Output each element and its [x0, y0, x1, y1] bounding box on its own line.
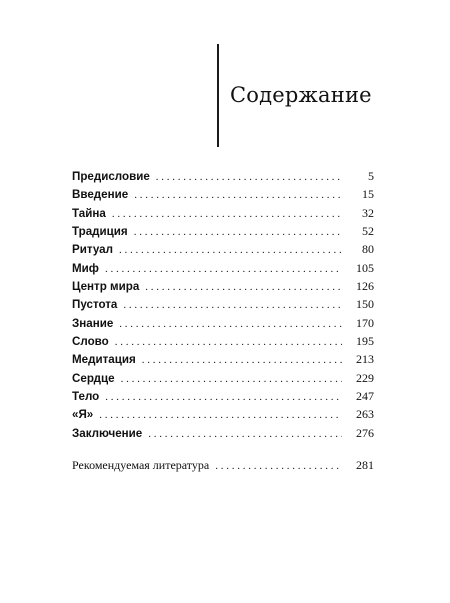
toc-entry-page: 281 [356, 458, 374, 472]
toc-entry[interactable] [72, 295, 374, 313]
toc-entry-page: 247 [356, 389, 374, 404]
toc-entry-page: 15 [362, 187, 374, 202]
dot-leader [121, 370, 342, 388]
recommended-reading [72, 456, 374, 474]
toc-entry[interactable] [72, 167, 374, 185]
toc-entry[interactable] [72, 259, 374, 277]
dot-leader [148, 425, 342, 443]
dot-leader [105, 388, 342, 406]
toc-entry-title: Тайна [72, 206, 106, 220]
toc-entry[interactable] [72, 405, 374, 423]
toc-entry-page: 52 [362, 224, 374, 239]
toc-entry-page: 263 [356, 407, 374, 422]
toc-entry-title: Тело [72, 390, 100, 404]
toc-entry[interactable] [72, 424, 374, 442]
toc-entry-title: Центр мира [72, 280, 140, 294]
toc-entry-page: 229 [356, 370, 374, 385]
toc-entry-page: 105 [356, 260, 374, 275]
dot-leader [119, 241, 342, 259]
toc-entry-page: 195 [356, 334, 374, 349]
dot-leader [145, 278, 342, 296]
toc-entry[interactable] [72, 369, 374, 387]
dot-leader [99, 406, 342, 424]
toc-entry-title: Знание [72, 316, 114, 330]
dot-leader [123, 296, 342, 314]
toc-entry-title: Заключение [72, 426, 143, 440]
toc-entry-page: 126 [356, 279, 374, 294]
toc-entry-title: Слово [72, 335, 109, 349]
toc-entry[interactable] [72, 314, 374, 332]
toc-entry-title: Введение [72, 188, 129, 202]
page-title: Содержание [230, 83, 372, 107]
vertical-rule [217, 44, 219, 147]
dot-leader [105, 260, 342, 278]
dot-leader [119, 315, 342, 333]
toc-entry-title: «Я» [72, 408, 94, 422]
toc-entry[interactable] [72, 332, 374, 350]
toc-entry-title: Рекомендуемая литература [72, 458, 210, 472]
toc-entry-title: Традиция [72, 225, 128, 239]
toc-entry-title: Миф [72, 261, 99, 275]
toc-entry-page: 80 [362, 242, 374, 257]
toc-entry-title: Ритуал [72, 243, 113, 257]
table-of-contents [72, 167, 374, 442]
toc-entry-page: 170 [356, 315, 374, 330]
toc-entry-title: Медитация [72, 353, 136, 367]
toc-entry-title: Предисловие [72, 170, 150, 183]
dot-leader [142, 351, 342, 369]
toc-entry-page: 5 [368, 169, 374, 183]
toc-entry-page: 150 [356, 297, 374, 312]
toc-entry-title: Пустота [72, 298, 118, 312]
toc-entry-page: 32 [362, 205, 374, 220]
toc-entry[interactable] [72, 277, 374, 295]
toc-entry[interactable] [72, 350, 374, 368]
dot-leader [112, 205, 342, 223]
toc-entry[interactable] [72, 222, 374, 240]
dot-leader [134, 223, 342, 241]
dot-leader [134, 186, 342, 204]
toc-entry-page: 276 [356, 425, 374, 440]
toc-entry-title: Сердце [72, 371, 115, 385]
toc-entry[interactable] [72, 387, 374, 405]
dot-leader [156, 168, 342, 186]
toc-entry-bibliography[interactable] [72, 456, 374, 474]
toc-entry[interactable] [72, 185, 374, 203]
dot-leader [215, 457, 342, 475]
toc-entry[interactable] [72, 204, 374, 222]
toc-entry[interactable] [72, 240, 374, 258]
dot-leader [115, 333, 342, 351]
toc-entry-page: 213 [356, 352, 374, 367]
